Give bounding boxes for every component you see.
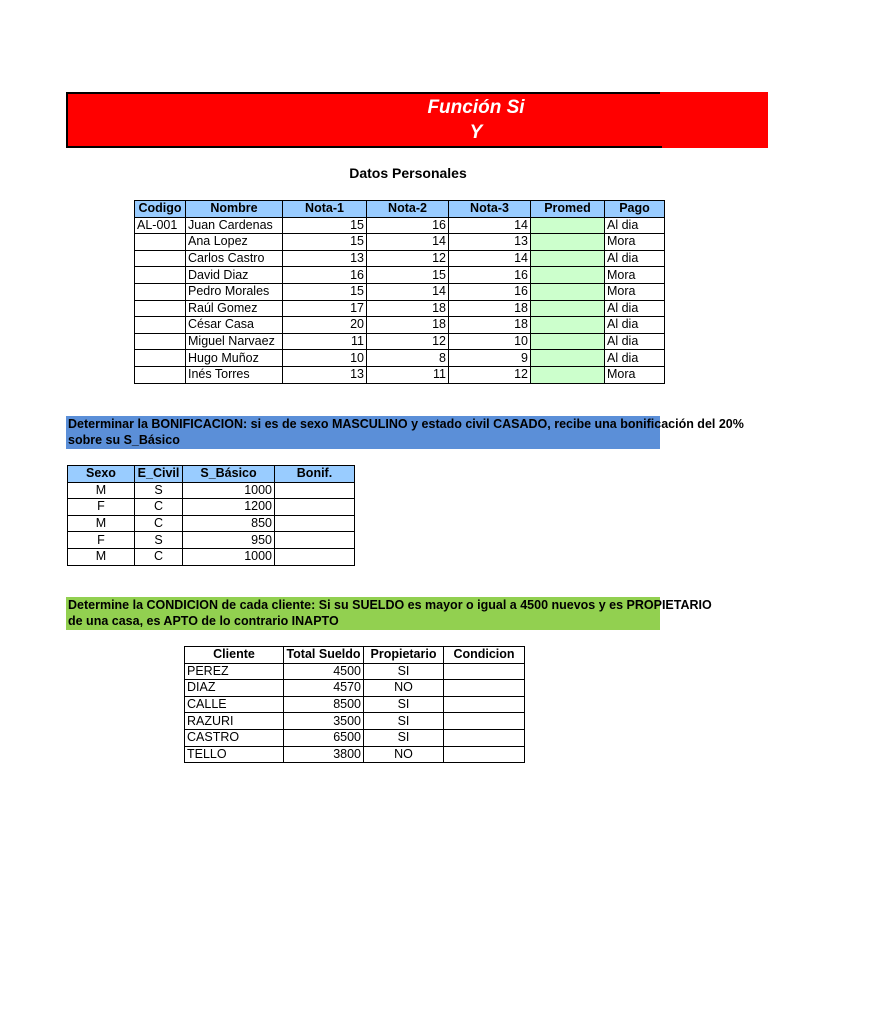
- table-cell[interactable]: 3500: [284, 713, 364, 730]
- table-row: [68, 482, 355, 499]
- table-row: [68, 532, 355, 549]
- table-cell[interactable]: 15: [283, 217, 367, 234]
- condicion-table: [184, 646, 525, 763]
- table-cell[interactable]: 10: [283, 350, 367, 367]
- table-cell[interactable]: 9: [449, 350, 531, 367]
- table-cell[interactable]: [135, 350, 186, 367]
- bonificacion-table: [67, 465, 355, 566]
- table-cell[interactable]: 14: [449, 250, 531, 267]
- table-cell[interactable]: 15: [367, 267, 449, 284]
- table-cell[interactable]: 850: [183, 515, 275, 532]
- table-cell[interactable]: NO: [364, 680, 444, 697]
- table-cell[interactable]: 16: [449, 283, 531, 300]
- table-cell[interactable]: Pedro Morales: [186, 283, 283, 300]
- table-cell[interactable]: Al dia: [605, 317, 665, 334]
- table-cell[interactable]: C: [135, 515, 183, 532]
- condicion-instructions: [66, 597, 712, 630]
- column-header: Total Sueldo: [284, 647, 364, 664]
- table-cell[interactable]: [444, 663, 525, 680]
- page-subtitle: Y: [469, 122, 483, 143]
- table-cell[interactable]: 18: [367, 300, 449, 317]
- table-cell[interactable]: 12: [367, 333, 449, 350]
- table-row: [185, 696, 525, 713]
- table-cell[interactable]: [275, 548, 355, 565]
- table-cell[interactable]: Carlos Castro: [186, 250, 283, 267]
- column-header: Nota-1: [283, 201, 367, 218]
- table-row: [185, 713, 525, 730]
- table-cell[interactable]: [444, 696, 525, 713]
- table-cell[interactable]: 11: [283, 333, 367, 350]
- table-row: [135, 317, 665, 334]
- table-cell[interactable]: S: [135, 482, 183, 499]
- table-cell[interactable]: [531, 366, 605, 383]
- column-header: Condicion: [444, 647, 525, 664]
- bonificacion-line-2: sobre su S_Básico: [68, 433, 180, 447]
- table-cell[interactable]: [444, 713, 525, 730]
- page-title: Función Si: [427, 97, 525, 118]
- table-cell[interactable]: Juan Cardenas: [186, 217, 283, 234]
- table-cell[interactable]: [135, 267, 186, 284]
- table-cell[interactable]: [135, 234, 186, 251]
- table-cell[interactable]: M: [68, 548, 135, 565]
- table-cell[interactable]: 4500: [284, 663, 364, 680]
- table-cell[interactable]: 3800: [284, 746, 364, 763]
- table-cell[interactable]: [444, 746, 525, 763]
- table-cell[interactable]: 20: [283, 317, 367, 334]
- table-cell[interactable]: [531, 300, 605, 317]
- table-cell[interactable]: Inés Torres: [186, 366, 283, 383]
- table-row: [185, 746, 525, 763]
- table-cell[interactable]: SI: [364, 663, 444, 680]
- column-header: Cliente: [185, 647, 284, 664]
- table-cell[interactable]: Al dia: [605, 300, 665, 317]
- table-cell[interactable]: Al dia: [605, 350, 665, 367]
- table-cell[interactable]: 18: [367, 317, 449, 334]
- table-cell[interactable]: [531, 267, 605, 284]
- personal-data-title: Datos Personales: [349, 165, 467, 181]
- table-cell[interactable]: [275, 532, 355, 549]
- table-cell[interactable]: 17: [283, 300, 367, 317]
- subtitle-bar: [66, 120, 662, 148]
- bonificacion-line-1: Determinar la BONIFICACION: si es de sexo MASCULINO y estado civil CASADO, recibe una bonificación del 20%: [68, 417, 744, 431]
- table-cell[interactable]: 14: [367, 283, 449, 300]
- table-row: [68, 548, 355, 565]
- table-row: [185, 729, 525, 746]
- personal-data-table: [134, 200, 665, 384]
- table-cell[interactable]: David Diaz: [186, 267, 283, 284]
- table-cell[interactable]: 13: [283, 250, 367, 267]
- table-cell[interactable]: Raúl Gomez: [186, 300, 283, 317]
- table-cell[interactable]: [531, 283, 605, 300]
- column-header: Codigo: [135, 201, 186, 218]
- table-cell[interactable]: 12: [367, 250, 449, 267]
- column-header: Sexo: [68, 466, 135, 483]
- table-cell[interactable]: [531, 217, 605, 234]
- table-cell[interactable]: Mora: [605, 267, 665, 284]
- table-cell[interactable]: Al dia: [605, 250, 665, 267]
- condicion-line-1: Determine la CONDICION de cada cliente: Si su SUELDO es mayor o igual a 4500 nuevos y es PROPIETARIO: [68, 598, 712, 612]
- column-header: S_Básico: [183, 466, 275, 483]
- column-header: Nota-3: [449, 201, 531, 218]
- table-row: [68, 515, 355, 532]
- table-cell[interactable]: [531, 234, 605, 251]
- table-row: [135, 350, 665, 367]
- column-header: Nota-2: [367, 201, 449, 218]
- table-cell[interactable]: 13: [449, 234, 531, 251]
- table-cell[interactable]: Al dia: [605, 333, 665, 350]
- table-row: [135, 333, 665, 350]
- table-cell[interactable]: [275, 499, 355, 516]
- table-cell[interactable]: 8: [367, 350, 449, 367]
- table-cell[interactable]: CASTRO: [185, 729, 284, 746]
- table-cell[interactable]: 18: [449, 300, 531, 317]
- table-cell[interactable]: 11: [367, 366, 449, 383]
- table-cell[interactable]: 4570: [284, 680, 364, 697]
- table-cell[interactable]: 6500: [284, 729, 364, 746]
- table-cell[interactable]: César Casa: [186, 317, 283, 334]
- table-cell[interactable]: 15: [283, 283, 367, 300]
- table-cell[interactable]: RAZURI: [185, 713, 284, 730]
- table-row: [135, 366, 665, 383]
- table-row: [135, 217, 665, 234]
- table-row: [135, 234, 665, 251]
- table-cell[interactable]: [135, 250, 186, 267]
- bonificacion-instructions: [66, 416, 744, 449]
- table-cell[interactable]: 12: [449, 366, 531, 383]
- table-cell[interactable]: CALLE: [185, 696, 284, 713]
- table-cell[interactable]: [531, 250, 605, 267]
- table-cell[interactable]: Mora: [605, 283, 665, 300]
- column-header: Propietario: [364, 647, 444, 664]
- table-cell[interactable]: [531, 350, 605, 367]
- column-header: Bonif.: [275, 466, 355, 483]
- table-cell[interactable]: Al dia: [605, 217, 665, 234]
- table-cell[interactable]: 16: [449, 267, 531, 284]
- table-cell[interactable]: 1000: [183, 482, 275, 499]
- table-row: [135, 300, 665, 317]
- table-cell[interactable]: S: [135, 532, 183, 549]
- table-cell[interactable]: Hugo Muñoz: [186, 350, 283, 367]
- table-row: [185, 663, 525, 680]
- table-cell[interactable]: 1000: [183, 548, 275, 565]
- table-cell[interactable]: 950: [183, 532, 275, 549]
- table-cell[interactable]: 14: [367, 234, 449, 251]
- condicion-line-2: de una casa, es APTO de lo contrario INAPTO: [68, 614, 339, 628]
- table-cell[interactable]: [135, 317, 186, 334]
- table-cell[interactable]: M: [68, 482, 135, 499]
- table-cell[interactable]: 16: [367, 217, 449, 234]
- table-cell[interactable]: [444, 680, 525, 697]
- column-header: Promed: [531, 201, 605, 218]
- table-row: [135, 267, 665, 284]
- table-cell[interactable]: NO: [364, 746, 444, 763]
- table-cell[interactable]: Mora: [605, 366, 665, 383]
- table-cell[interactable]: DIAZ: [185, 680, 284, 697]
- table-cell[interactable]: 8500: [284, 696, 364, 713]
- table-cell[interactable]: 10: [449, 333, 531, 350]
- table-cell[interactable]: [275, 482, 355, 499]
- table-cell[interactable]: F: [68, 532, 135, 549]
- table-cell[interactable]: SI: [364, 729, 444, 746]
- column-header: Pago: [605, 201, 665, 218]
- table-cell[interactable]: TELLO: [185, 746, 284, 763]
- table-cell[interactable]: Ana Lopez: [186, 234, 283, 251]
- table-row: [135, 250, 665, 267]
- table-cell[interactable]: 18: [449, 317, 531, 334]
- table-cell[interactable]: [135, 333, 186, 350]
- table-cell[interactable]: [531, 333, 605, 350]
- table-cell[interactable]: 13: [283, 366, 367, 383]
- table-cell[interactable]: Miguel Narvaez: [186, 333, 283, 350]
- table-cell[interactable]: F: [68, 499, 135, 516]
- table-cell[interactable]: C: [135, 548, 183, 565]
- table-cell[interactable]: [135, 300, 186, 317]
- table-cell[interactable]: M: [68, 515, 135, 532]
- table-cell[interactable]: AL-001: [135, 217, 186, 234]
- column-header: E_Civil: [135, 466, 183, 483]
- table-cell[interactable]: [444, 729, 525, 746]
- table-cell[interactable]: 14: [449, 217, 531, 234]
- table-cell[interactable]: PEREZ: [185, 663, 284, 680]
- table-cell[interactable]: 15: [283, 234, 367, 251]
- column-header: Nombre: [186, 201, 283, 218]
- table-cell[interactable]: [275, 515, 355, 532]
- table-cell[interactable]: 16: [283, 267, 367, 284]
- table-cell[interactable]: Mora: [605, 234, 665, 251]
- table-cell[interactable]: [135, 283, 186, 300]
- title-bar: [66, 92, 662, 122]
- table-row: [135, 283, 665, 300]
- table-row: [68, 499, 355, 516]
- table-cell[interactable]: [531, 317, 605, 334]
- table-cell[interactable]: C: [135, 499, 183, 516]
- table-cell[interactable]: SI: [364, 696, 444, 713]
- table-cell[interactable]: SI: [364, 713, 444, 730]
- table-cell[interactable]: [135, 366, 186, 383]
- table-cell[interactable]: 1200: [183, 499, 275, 516]
- table-row: [185, 680, 525, 697]
